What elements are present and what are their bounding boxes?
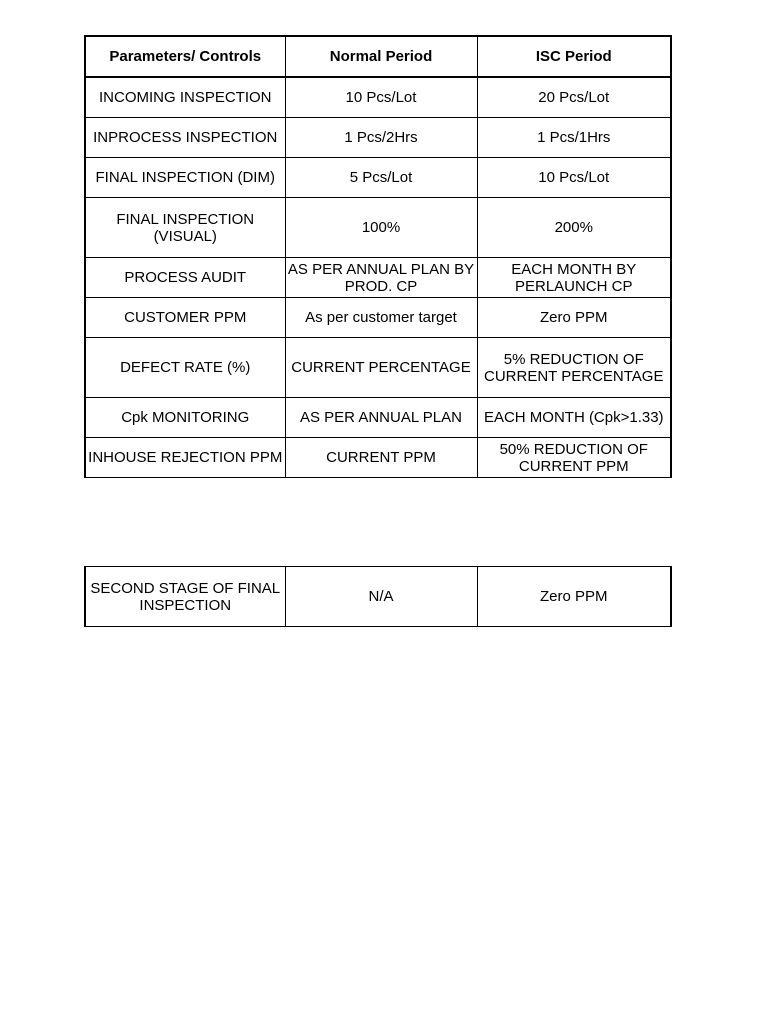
isc-period-cell: 1 Pcs/1Hrs [477, 118, 671, 158]
table-row [85, 258, 671, 298]
header-normal-period: Normal Period [285, 36, 477, 77]
parameter-cell: FINAL INSPECTION (VISUAL) [85, 198, 285, 258]
table-row [85, 118, 671, 158]
parameter-cell: CUSTOMER PPM [85, 298, 285, 338]
isc-period-cell: 5% REDUCTION OF CURRENT PERCENTAGE [477, 338, 671, 398]
parameter-cell: INCOMING INSPECTION [85, 77, 285, 118]
second-stage-table [84, 566, 672, 627]
inspection-controls-table [84, 35, 672, 478]
parameter-cell: SECOND STAGE OF FINAL INSPECTION [85, 567, 285, 627]
isc-period-cell: Zero PPM [477, 298, 671, 338]
normal-period-cell: 1 Pcs/2Hrs [285, 118, 477, 158]
isc-period-cell: EACH MONTH BY PERLAUNCH CP [477, 258, 671, 298]
isc-period-cell: 20 Pcs/Lot [477, 77, 671, 118]
parameter-cell: INPROCESS INSPECTION [85, 118, 285, 158]
header-isc-period: ISC Period [477, 36, 671, 77]
normal-period-cell: 5 Pcs/Lot [285, 158, 477, 198]
normal-period-cell: As per customer target [285, 298, 477, 338]
normal-period-cell: CURRENT PPM [285, 438, 477, 478]
isc-period-cell: 200% [477, 198, 671, 258]
isc-period-cell: 10 Pcs/Lot [477, 158, 671, 198]
table-row [85, 398, 671, 438]
parameter-cell: INHOUSE REJECTION PPM [85, 438, 285, 478]
isc-period-cell: 50% REDUCTION OF CURRENT PPM [477, 438, 671, 478]
table-row [85, 438, 671, 478]
parameter-cell: DEFECT RATE (%) [85, 338, 285, 398]
normal-period-cell: CURRENT PERCENTAGE [285, 338, 477, 398]
isc-period-cell: EACH MONTH (Cpk>1.33) [477, 398, 671, 438]
normal-period-cell: 10 Pcs/Lot [285, 77, 477, 118]
header-parameters-controls: Parameters/ Controls [85, 36, 285, 77]
normal-period-cell: 100% [285, 198, 477, 258]
isc-period-cell: Zero PPM [477, 567, 671, 627]
table-row [85, 77, 671, 118]
table-row [85, 338, 671, 398]
table-row [85, 198, 671, 258]
parameter-cell: FINAL INSPECTION (DIM) [85, 158, 285, 198]
parameter-cell: PROCESS AUDIT [85, 258, 285, 298]
table-row [85, 298, 671, 338]
table-row [85, 158, 671, 198]
table-row [85, 567, 671, 627]
normal-period-cell: AS PER ANNUAL PLAN BY PROD. CP [285, 258, 477, 298]
normal-period-cell: N/A [285, 567, 477, 627]
parameter-cell: Cpk MONITORING [85, 398, 285, 438]
normal-period-cell: AS PER ANNUAL PLAN [285, 398, 477, 438]
table-header-row [85, 36, 671, 77]
